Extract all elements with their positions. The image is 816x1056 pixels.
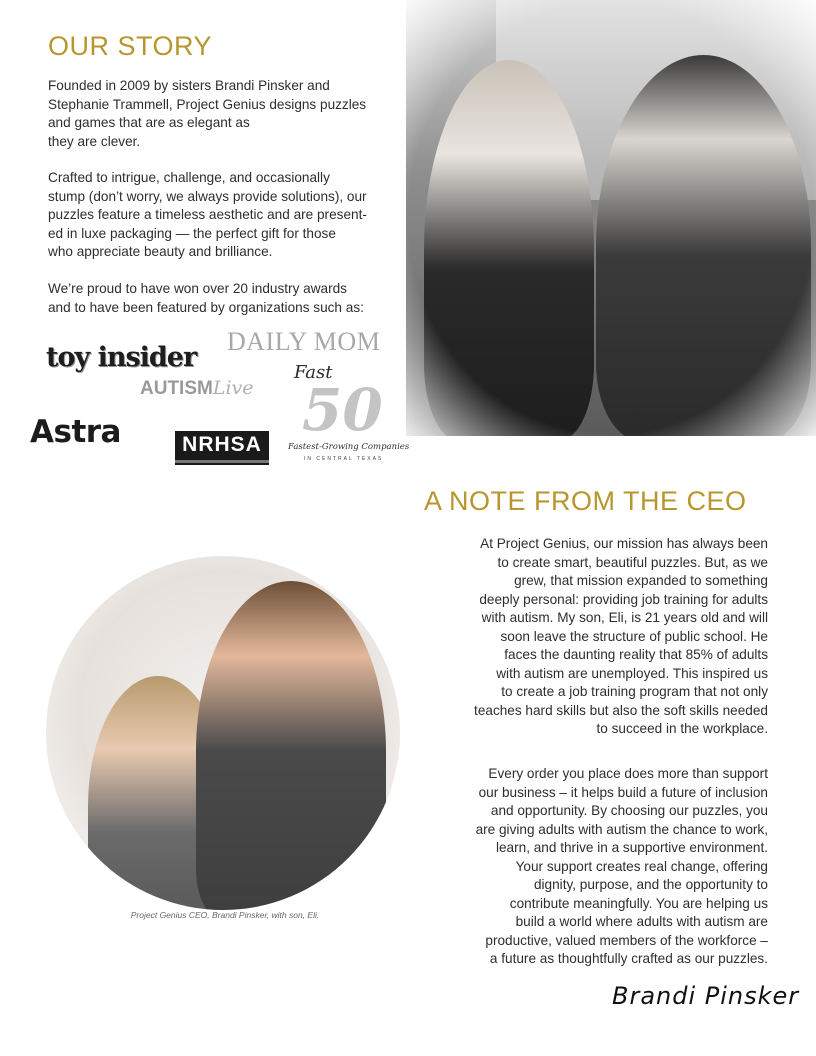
story-paragraph-2: Crafted to intrigue, challenge, and occasionally stump (don’t worry, we always provide solutions), our puzzles feature a timeless aesthetic and are present- ed in luxe packaging — the perfect gift for those who appreciate beauty and brilliance. (48, 170, 367, 259)
fast-50-number: 50 (302, 376, 383, 444)
ceo-note-heading: A NOTE FROM THE CEO (424, 486, 747, 516)
son-figure (196, 581, 386, 910)
ceo-with-son-photo (46, 556, 400, 910)
our-story-heading: OUR STORY (48, 31, 213, 61)
ceo-paragraph-1: At Project Genius, our mission has always been to create smart, beautiful puzzles. But, as we grew, that mission expanded to something deeply personal: providing job training for adults with autism. My son, Eli, is 21 years old and will soon leave the structure of public school. He faces the daunting reality that 85% of adults with autism are unemployed. This inspired us to create a job training program that not only teaches hard skills but also the soft skills needed to succeed in the workplace. (474, 536, 768, 736)
nrhsa-logo (175, 431, 269, 465)
fast-50-location: IN CENTRAL TEXAS (304, 456, 384, 462)
founders-photo (406, 0, 816, 436)
nrhsa-wordmark: NRHSA (182, 433, 262, 456)
autism-live-wordmark: AUTISM (140, 378, 213, 399)
story-paragraph-1: Founded in 2009 by sisters Brandi Pinsker and Stephanie Trammell, Project Genius designs puzzles and games that are as elegant as they are clever. (48, 78, 367, 149)
fast-50-script: Fast (294, 362, 333, 383)
toy-insider-wordmark: toy insider (46, 342, 197, 373)
fast-50-logo (288, 362, 410, 466)
story-paragraph-3: We’re proud to have won over 20 industry awards and to have been featured by organizations such as: (48, 281, 364, 315)
photo-caption: Project Genius CEO, Brandi Pinsker, with son, Eli. (130, 910, 320, 920)
ceo-signature: Brandi Pinsker (612, 982, 800, 1010)
ceo-paragraph-2: Every order you place does more than support our business – it helps build a future of inclusion and opportunity. By choosing our puzzles, you are giving adults with autism the chance to work, learn, and thrive in a supportive environment. Your support creates real change, offering dignity, purpose, and the opportunity to contribute meaningfully. You are helping us build a world where adults with autism are productive, valued members of the workforce – a future as thoughtfully crafted as our puzzles. (475, 766, 768, 966)
daily-mom-logo: DAILY MOM (227, 327, 381, 356)
toy-insider-logo (46, 336, 197, 374)
nrhsa-subtitle-bar (175, 460, 269, 463)
photo-vignette (406, 0, 816, 436)
autism-live-script: Live (212, 377, 254, 399)
fast-50-tagline: Fastest-Growing Companies (288, 442, 410, 452)
autism-live-logo (140, 377, 254, 400)
astra-logo: Astra (30, 414, 121, 450)
